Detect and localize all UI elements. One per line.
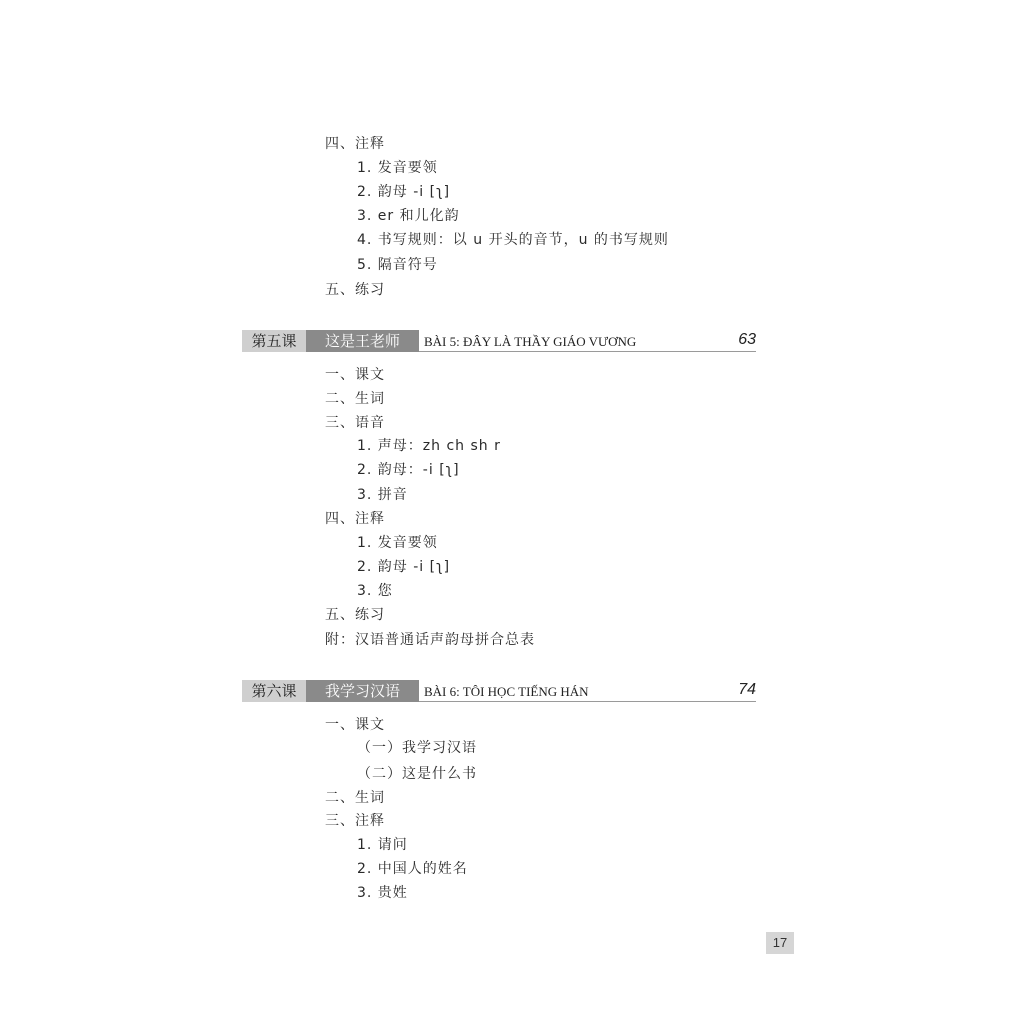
toc-item: 3. 贵姓 (357, 885, 408, 901)
lesson-page-number: 74 (738, 681, 756, 698)
lesson-6-header (242, 680, 756, 702)
toc-item: 4. 书写规则：以 u 开头的音节，u 的书写规则 (357, 232, 669, 248)
lesson-title-chinese: 我学习汉语 (306, 680, 419, 702)
toc-heading-notes: 四、注释 (325, 511, 385, 527)
toc-heading-phonetics: 三、语音 (325, 415, 385, 431)
toc-item: 1. 发音要领 (357, 535, 438, 551)
toc-item: 3. 拼音 (357, 487, 408, 503)
toc-item: 2. 韵母：-i [ʅ] (357, 462, 460, 478)
toc-heading-text: 一、课文 (325, 367, 385, 383)
toc-item: 1. 发音要领 (357, 160, 438, 176)
header-rule (419, 701, 756, 702)
toc-heading-notes: 三、注释 (325, 813, 385, 829)
toc-heading-exercise: 五、练习 (325, 607, 385, 623)
toc-item: 3. er 和儿化韵 (357, 208, 460, 224)
toc-item: （二）这是什么书 (357, 766, 477, 782)
lesson-number: 第五课 (242, 330, 306, 352)
toc-item: （一）我学习汉语 (357, 740, 477, 756)
toc-heading-notes: 四、注释 (325, 136, 385, 152)
header-rule (419, 351, 756, 352)
lesson-number: 第六课 (242, 680, 306, 702)
toc-item: 5. 隔音符号 (357, 257, 438, 273)
page-number: 17 (766, 932, 794, 954)
toc-item: 2. 韵母 -i [ʅ] (357, 559, 451, 575)
lesson-page-number: 63 (738, 331, 756, 348)
toc-item: 1. 请问 (357, 837, 408, 853)
toc-item: 2. 韵母 -i [ʅ] (357, 184, 451, 200)
toc-heading-vocab: 二、生词 (325, 391, 385, 407)
lesson-title-vietnamese: BÀI 6: TÔI HỌC TIẾNG HÁN (424, 684, 589, 699)
toc-item: 2. 中国人的姓名 (357, 861, 468, 877)
lesson-title-vietnamese: BÀI 5: ĐÂY LÀ THẦY GIÁO VƯƠNG (424, 334, 637, 349)
toc-heading-text: 一、课文 (325, 717, 385, 733)
toc-heading-exercise: 五、练习 (325, 282, 385, 298)
toc-heading-vocab: 二、生词 (325, 790, 385, 806)
toc-item: 1. 声母：zh ch sh r (357, 438, 501, 454)
lesson-title-chinese: 这是王老师 (306, 330, 419, 352)
lesson-5-header (242, 330, 756, 352)
toc-item: 3. 您 (357, 583, 393, 599)
toc-heading-appendix: 附：汉语普通话声韵母拼合总表 (325, 632, 535, 648)
